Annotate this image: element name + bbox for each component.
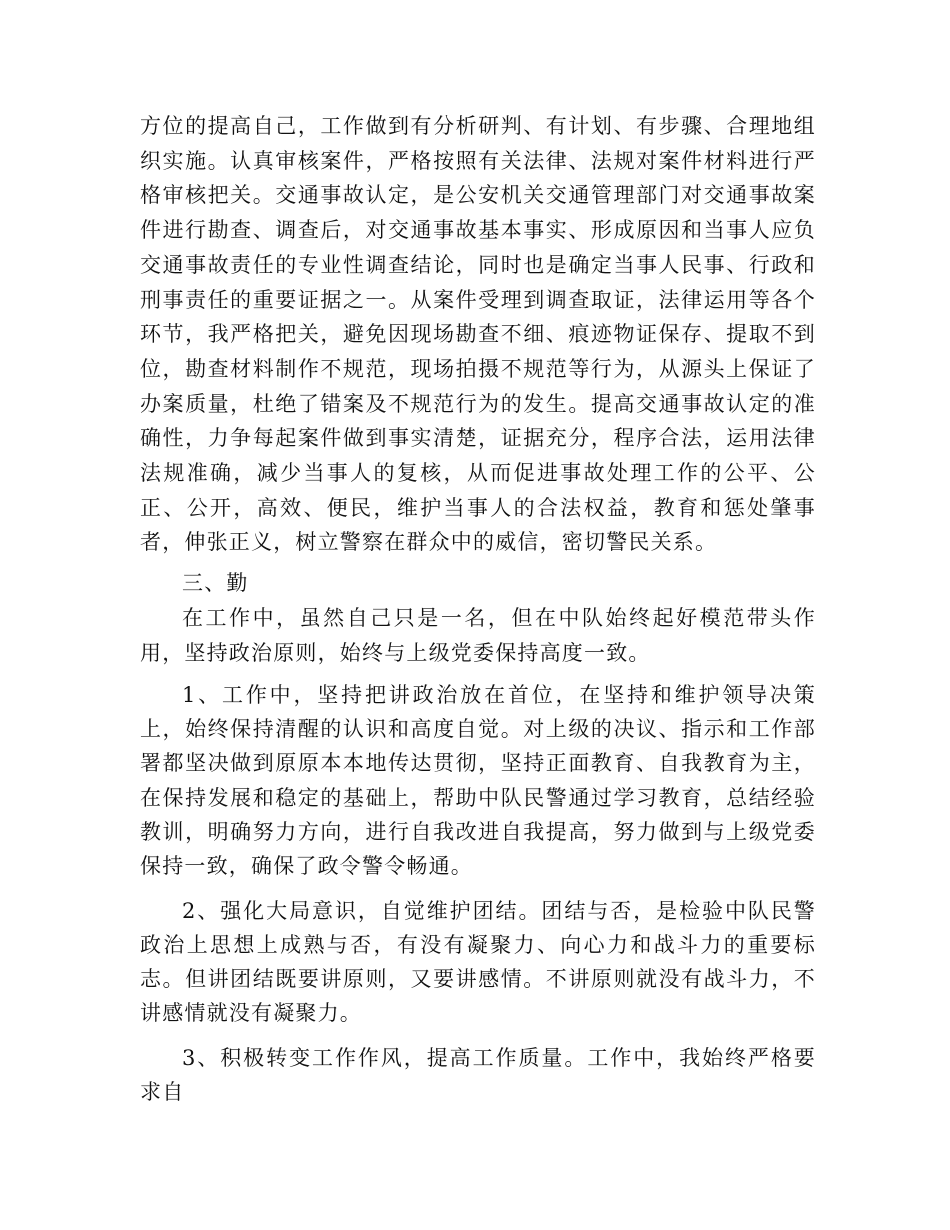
paragraph-case-review: 方位的提高自己，工作做到有分析研判、有计划、有步骤、合理地组织实施。认真审核案件，严格按照有关法律、法规对案件材料进行严格审核把关。交通事故认定，是公安机关交通管理部门对交通事故案件进行勘查、调查后，对交通事故基本事实、形成原因和当事人应负交通事故责任的专业性调查结论，同时也是确定当事人民事、行政和刑事责任的重要证据之一。从案件受理到调查取证，法律运用等各个环节，我严格把关，避免因现场勘查不细、痕迹物证保存、提取不到位，勘查材料制作不规范，现场拍摄不规范等行为，从源头上保证了办案质量，杜绝了错案及不规范行为的发生。提高交通事故认定的准确性，力争每起案件做到事实清楚，证据充分，程序合法，运用法律法规准确，减少当事人的复核，从而促进事故处理工作的公平、公正、公开，高效、便民，维护当事人的合法权益，教育和惩处肇事者，伸张正义，树立警察在群众中的威信，密切警民关系。 bbox=[140, 114, 816, 555]
paragraph-item-1: 1、工作中，坚持把讲政治放在首位，在坚持和维护领导决策上，始终保持清醒的认识和高度自觉。对上级的决议、指示和工作部署都坚决做到原原本本地传达贯彻，坚持正面教育、自我教育为主，在保持发展和稳定的基础上，帮助中队民警通过学习教育，总结经验教训，明确努力方向，进行自我改进自我提高，努力做到与上级党委保持一致，确保了政令警令畅通。 bbox=[140, 683, 816, 878]
paragraph-item-3: 3、积极转变工作作风，提高工作质量。工作中，我始终严格要求自 bbox=[140, 1046, 816, 1105]
section-heading-diligence: 三、勤 bbox=[182, 571, 249, 596]
paragraph-diligence-intro: 在工作中，虽然自己只是一名，但在中队始终起好模范带头作用，坚持政治原则，始终与上级党委保持高度一致。 bbox=[140, 605, 816, 665]
paragraph-item-2: 2、强化大局意识，自觉维护团结。团结与否，是检验中队民警政治上思想上成熟与否，有没有凝聚力、向心力和战斗力的重要标志。但讲团结既要讲原则，又要讲感情。不讲原则就没有战斗力，不讲感情就没有凝聚力。 bbox=[140, 898, 816, 1026]
document-body bbox=[140, 109, 816, 1109]
